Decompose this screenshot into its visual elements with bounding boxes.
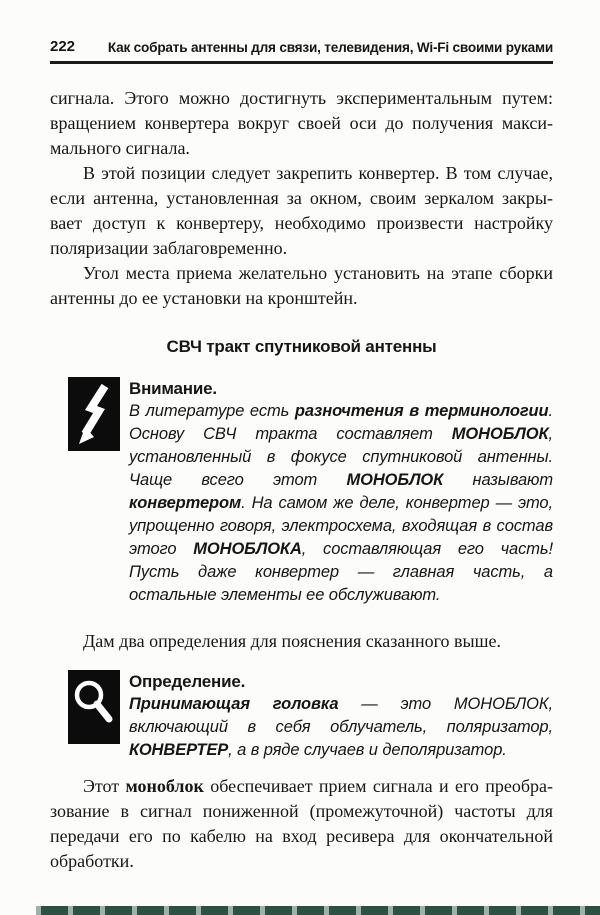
- definitions-intro-paragraph: Дам два определения для пояснения сказанного выше.: [83, 631, 501, 651]
- attention-text: В литературе есть разночтения в терминологии. Основу СВЧ тракта составляет МОНОБЛОК, установленный в фокусе спутниковой антенны. Чаще всего этот МОНОБЛОК называют конвертером. На самом же деле, конвертер — это, упрощенно говоря, электросхема, входящая в состав этого МОНОБЛОКА, составляющая его часть! Пусть даже конвертер — главная часть, а остальные элементы ее обслуживают.: [129, 402, 553, 604]
- paragraph-signal-continuation: сигнала. Этого можно достигнуть экспериментальным путем: вращением конвертера вокруг своей оси до получения максимального сигнала.: [50, 88, 553, 158]
- paragraph-elevation-angle: Угол места приема желательно установить на этапе сборки антенны до ее установки на кронштейн.: [50, 263, 553, 308]
- attention-note: [68, 377, 553, 607]
- definition-text: Принимающая головка — это МОНОБЛОК, включающий в себя облучатель, поляризатор, КОНВЕРТЕР, а в ряде случаев и деполяризатор.: [129, 695, 553, 759]
- attention-text-block: [129, 377, 553, 607]
- page-header: [50, 38, 553, 64]
- magnifier-icon: [68, 670, 120, 762]
- lightning-icon: [68, 377, 120, 607]
- final-paragraph: Этот моноблок обеспечивает прием сигнала и его преобразование в сигнал пониженной (промежуточной) частоты для передачи его по кабелю на вход ресивера для окончательной обработки.: [50, 776, 553, 871]
- paragraph-fix-converter: В этой позиции следует закрепить конвертер. В том случае, если антенна, установленная за окном, своим зеркалом закрывает доступ к конвертеру, необходимо произвести настройку поляризации заблаговременно.: [50, 163, 553, 258]
- page-number: 222: [50, 38, 76, 55]
- definition-title: Определение.: [129, 672, 246, 691]
- definition-text-block: [129, 670, 553, 762]
- definition-note: [68, 670, 553, 762]
- section-heading: СВЧ тракт спутниковой антенны: [166, 337, 437, 356]
- running-title: Как собрать антенны для связи, телевидения, Wi-Fi своими руками: [107, 40, 553, 55]
- attention-title: Внимание.: [129, 379, 217, 398]
- page-content: [50, 86, 553, 874]
- page-edge-artifact: [36, 906, 600, 915]
